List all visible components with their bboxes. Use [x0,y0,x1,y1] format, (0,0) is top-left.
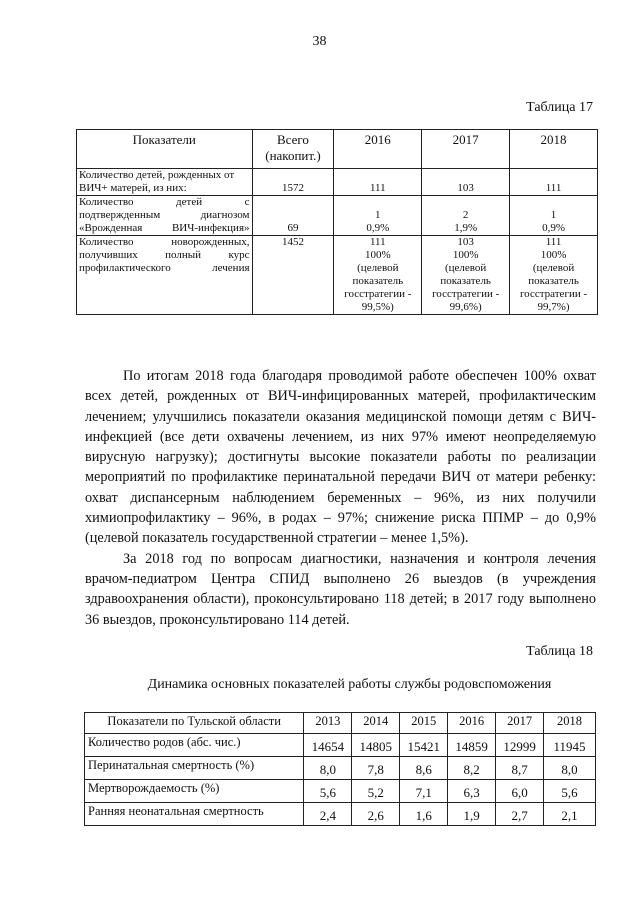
page-number: 38 [312,34,327,49]
header-cell: Показатели по Тульской области [85,713,304,734]
header-cell: 2017 [422,130,510,169]
cell-value: 2,6 [352,803,400,826]
cell-value: 5,6 [304,780,352,803]
cell-value: 15421 [400,734,448,757]
cell-value: 8,2 [448,757,496,780]
cell-value: 8,7 [496,757,544,780]
cell-value: 11945 [544,734,596,757]
cell-value: 8,0 [304,757,352,780]
cell-value: 7,1 [400,780,448,803]
cell-2018: 111 100% (целевой показатель госстратегии - 99,7%) [510,236,598,315]
header-cell: 2014 [352,713,400,734]
cell-value: 7,8 [352,757,400,780]
cell-total: 1452 [252,236,334,315]
cell-value: 2,7 [496,803,544,826]
paragraph: За 2018 год по вопросам диагностики, назначения и контроля лечения врачом-педиатром Центра СПИД выполнено 26 выездов (в учреждения здравоохранения области), проконсультировано 118 детей; в 2017 году выполнено 36 выездов, проконсультировано 114 детей. [85,550,596,628]
cell-value: 14805 [352,734,400,757]
cell-value: 5,2 [352,780,400,803]
cell-2017: 2 1,9% [422,196,510,236]
cell-value: 12999 [496,734,544,757]
table-17 [76,129,598,315]
table-17-caption: Таблица 17 [526,100,593,115]
row-label: Количество новорожденных, получивших полный курс профилактического лечения [77,236,253,315]
cell-value: 8,0 [544,757,596,780]
header-cell: Всего (накопит.) [252,130,334,169]
header-cell: 2016 [334,130,422,169]
table-row [85,734,596,757]
cell-total: 1572 [252,169,334,196]
cell-value: 2,1 [544,803,596,826]
table-18-title: Динамика основных показателей работы службы родовспоможения [147,677,552,692]
table-header-row [77,130,598,169]
table-18-caption: Таблица 18 [526,644,593,659]
row-label: Количество детей, рожденных от ВИЧ+ матерей, из них: [77,169,253,196]
header-cell: 2017 [496,713,544,734]
cell-2018: 111 [510,169,598,196]
header-cell: 2015 [400,713,448,734]
body-text [85,366,596,630]
table-row [77,196,598,236]
table-row [77,236,598,315]
row-label: Перинатальная смертность (%) [85,757,304,780]
cell-value: 8,6 [400,757,448,780]
header-cell: 2018 [544,713,596,734]
cell-2016: 1 0,9% [334,196,422,236]
cell-total: 69 [252,196,334,236]
row-label: Ранняя неонатальная смертность [85,803,304,826]
cell-2018: 1 0,9% [510,196,598,236]
table-row [85,757,596,780]
paragraph: По итогам 2018 года благодаря проводимой работе обеспечен 100% охват всех детей, рожденных от ВИЧ-инфицированных матерей, профилактическим лечением; улучшились показатели оказания медицинской помощи детям с ВИЧ-инфекцией (все дети охвачены лечением, из них 97% имеют неопределяемую вирусную нагрузку); достигнуты высокие показатели работы по реализации мероприятий по профилактике перинатальной передачи ВИЧ от матери ребенку: охват диспансерным наблюдением беременных – 96%, из них получили химиопрофилактику – 96%, в родах – 97%; снижение риска ППМР – до 0,9% (целевой показатель государственной стратегии – менее 1,5%). [85,368,596,547]
header-cell: 2013 [304,713,352,734]
cell-value: 1,6 [400,803,448,826]
cell-2017: 103 100% (целевой показатель госстратегии - 99,6%) [422,236,510,315]
row-label: Количество родов (абс. чис.) [85,734,304,757]
header-cell: 2016 [448,713,496,734]
table-18 [84,712,596,826]
header-cell: Показатели [77,130,253,169]
cell-2017: 103 [422,169,510,196]
header-cell: 2018 [510,130,598,169]
row-label: Количество детей с подтвержденным диагнозом «Врожденная ВИЧ-инфекция» [77,196,253,236]
cell-value: 5,6 [544,780,596,803]
table-header-row [85,713,596,734]
table-row [85,780,596,803]
table-row [77,169,598,196]
cell-value: 1,9 [448,803,496,826]
cell-2016: 111 100% (целевой показатель госстратегии - 99,5%) [334,236,422,315]
row-label: Мертворождаемость (%) [85,780,304,803]
cell-value: 6,0 [496,780,544,803]
cell-value: 14859 [448,734,496,757]
cell-2016: 111 [334,169,422,196]
cell-value: 2,4 [304,803,352,826]
cell-value: 6,3 [448,780,496,803]
table-row [85,803,596,826]
cell-value: 14654 [304,734,352,757]
